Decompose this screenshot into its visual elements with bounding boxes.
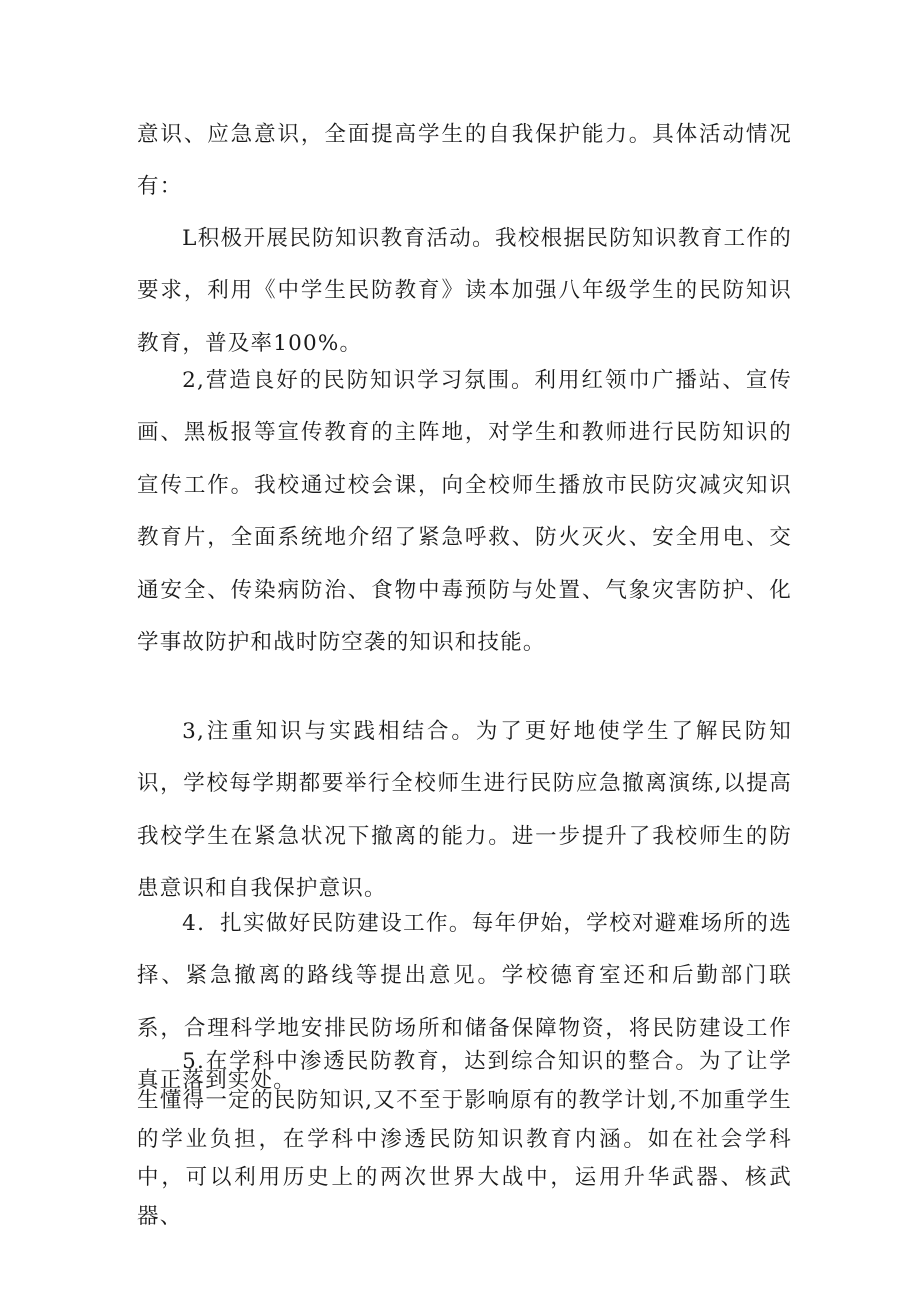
paragraph-intro-continuation: 意识、应急意识，全面提高学生的自我保护能力。具体活动情况有：	[137, 122, 792, 200]
paragraph-item-3: 3,注重知识与实践相结合。为了更好地使学生了解民防知识，学校每学期都要举行全校师生进行民防应急撤离演练,以提高我校学生在紧急状况下撤离的能力。进一步提升了我校师生的防患意识和自我保护意识。	[137, 719, 792, 902]
paragraph-item-2: 2,营造良好的民防知识学习氛围。利用红领巾广播站、宣传画、黑板报等宣传教育的主阵地，对学生和教师进行民防知识的宣传工作。我校通过校会课，向全校师生播放市民防灾减灾知识教育片，全面系统地介绍了紧急呼救、防火灭火、安全用电、交通安全、传染病防治、食物中毒预防与处置、气象灾害防护、化学事故防护和战时防空袭的知识和技能。	[137, 368, 792, 656]
paragraph-item-5: 5.在学科中渗透民防教育，达到综合知识的整合。为了让学生懂得一定的民防知识,又不至于影响原有的教学计划,不加重学生的学业负担，在学科中渗透民防知识教育内涵。如在社会学科中，可以利用历史上的两次世界大战中，运用升华武器、核武器、	[137, 1049, 792, 1230]
paragraph-item-1: L积极开展民防知识教育活动。我校根据民防知识教育工作的要求，利用《中学生民防教育》读本加强八年级学生的民防知识教育，普及率100%。	[137, 226, 792, 356]
paragraph-item-4: 4．扎实做好民防建设工作。每年伊始，学校对避难场所的选择、紧急撤离的路线等提出意见。学校德育室还和后勤部门联系，合理科学地安排民防场所和储备保障物资，将民防建设工作真正落到实处。	[137, 911, 792, 1094]
